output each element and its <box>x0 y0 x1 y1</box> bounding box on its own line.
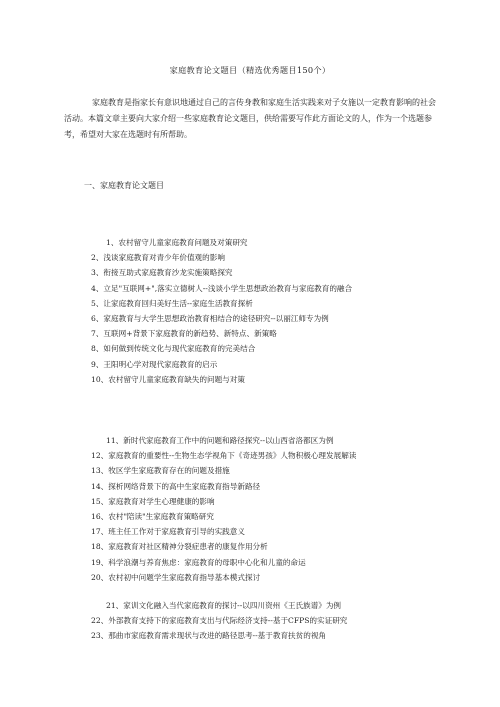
topic-item: 11、新时代家庭教育工作中的问题和路径探究--以山西省洛都区为例 <box>106 436 334 445</box>
topic-item: 15、家庭教育对学生心理健康的影响 <box>91 496 215 506</box>
topic-item: 12、家庭教育的重要性--生物生态学视角下《奇迹男孩》人物积极心理发展解读 <box>91 451 357 461</box>
topic-item: 8、如何做到传统文化与现代家庭教育的完美结合 <box>91 344 256 354</box>
section-heading: 一、家庭教育论文题目 <box>84 181 164 190</box>
topic-item: 4、立足"互联网+",落实立德树人--浅谈小学生思想政治教育与家庭教育的融合 <box>91 283 353 293</box>
topic-item: 7、互联网+背景下家庭教育的新趋势、新特点、新策略 <box>91 329 277 339</box>
topic-item: 2、浅谈家庭教育对青少年价值观的影响 <box>91 253 225 263</box>
topic-item: 19、科学浪潮与养育焦虑：家庭教育的母职中心化和儿童的命运 <box>91 557 306 567</box>
topic-item: 20、农村初中问题学生家庭教育指导基本模式探讨 <box>91 572 261 582</box>
topic-item: 18、家庭教育对社区精神分裂症患者的康复作用分析 <box>91 542 268 552</box>
topic-item: 14、探析网络背景下的高中生家庭教育指导新路径 <box>91 481 261 491</box>
topic-item: 3、衔接互助式家庭教育沙龙实施策略探究 <box>91 268 233 278</box>
topic-item: 1、农村留守儿童家庭教育问题及对策研究 <box>106 238 248 247</box>
topic-item: 21、家训文化融入当代家庭教育的探讨--以四川资州《王氏族谱》为例 <box>106 601 342 610</box>
topic-item: 23、那曲市家庭教育需求现状与改进的路径思考--基于教育扶贫的视角 <box>91 631 327 641</box>
topic-list-group-3 <box>91 598 451 644</box>
topic-list-group-1 <box>91 235 451 387</box>
document-title: 家庭教育论文题目（精选优秀题目150个） <box>169 65 331 75</box>
topic-item: 16、农村"陪读"生家庭教育策略研究 <box>91 511 214 521</box>
topic-item: 10、农村留守儿童家庭教育缺失的问题与对策 <box>91 374 245 384</box>
topic-item: 17、班主任工作对于家庭教育引导的实践意义 <box>91 527 245 537</box>
topic-item: 9、王阳明心学对现代家庭教育的启示 <box>91 359 218 369</box>
topic-item: 6、家庭教育与大学生思想政治教育相结合的途径研究--以丽江师专为例 <box>91 313 329 323</box>
topic-item: 5、让家庭教育回归美好生活--家庭生活教育探析 <box>91 298 253 308</box>
intro-paragraph: 家庭教育是指家长有意识地通过自己的言传身教和家庭生活实践来对子女施以一定教育影响的社会活动。本篇文章主要向大家介绍一些家庭教育论文题目，供给需要写作此方面论文的人，作为一个选题参考，希望对大家在选题时有所帮助。 <box>64 98 436 139</box>
topic-item: 13、牧区学生家庭教育存在的问题及措施 <box>91 466 230 476</box>
topic-item: 22、外部教育支持下的家庭教育支出与代际经济支持--基于CFPS的实证研究 <box>91 616 348 626</box>
topic-list-group-2 <box>91 433 451 585</box>
